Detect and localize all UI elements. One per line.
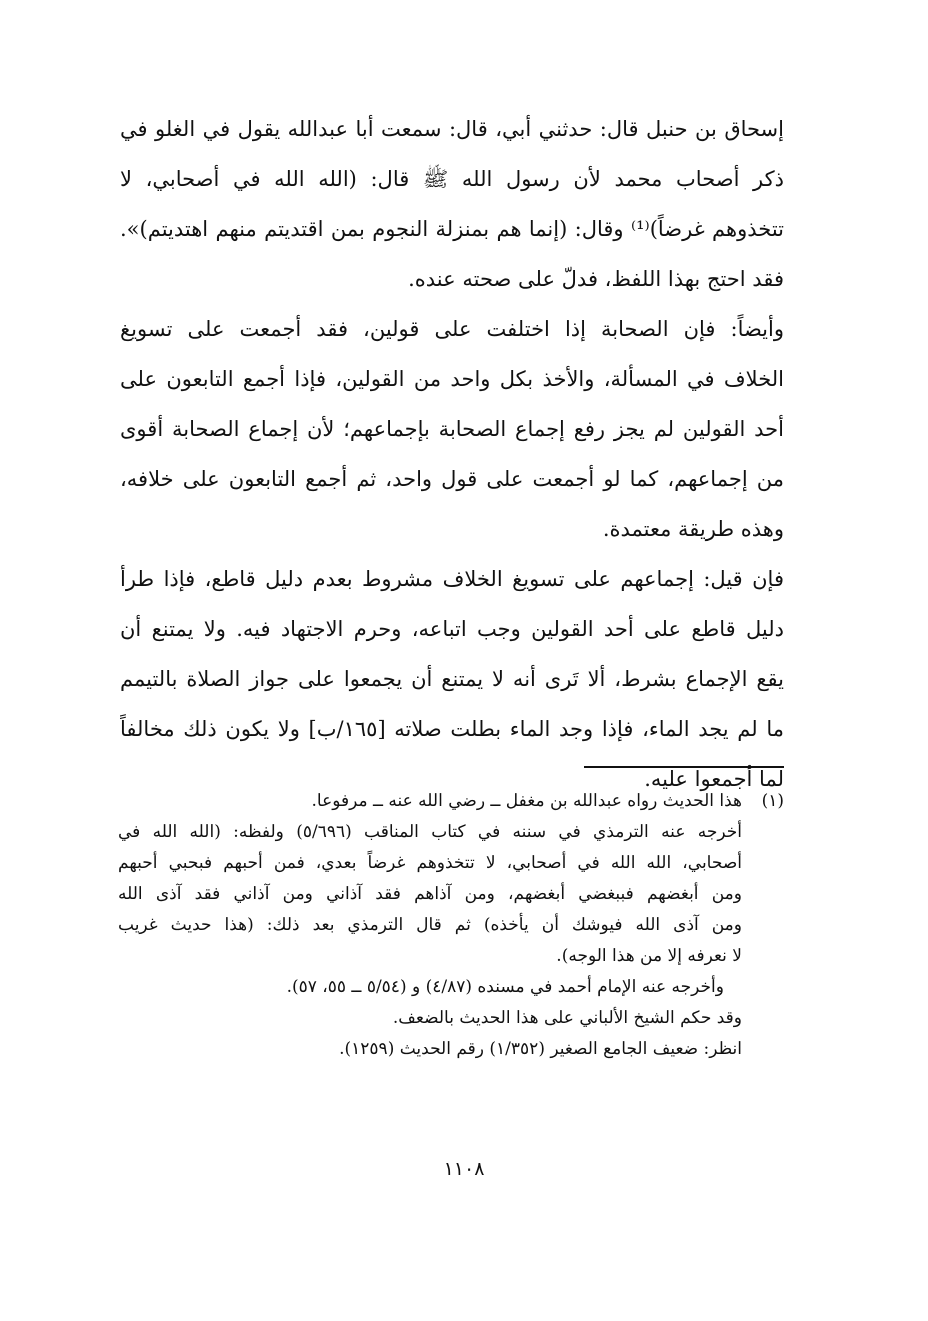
footnote-text: هذا الحديث رواه عبدالله بن مغفل ــ رضي الله عنه ــ مرفوعا. — [311, 791, 742, 811]
text-line: دليل قاطع على أحد القولين وجب اتباعه، وحرم الاجتهاد فيه. ولا يمتنع أن — [120, 617, 784, 641]
text-line: ما لم يجد الماء، فإذا وجد الماء بطلت صلاته [١٦٥/ب] ولا يكون ذلك مخالفاً — [120, 717, 784, 741]
text-line: أحد القولين لم يجز رفع إجماع الصحابة بإجماعهم؛ لأن إجماع الصحابة أقوى — [120, 417, 784, 441]
text-line: إسحاق بن حنبل قال: حدثني أبي، قال: سمعت أبا عبدالله يقول في الغلو في — [120, 117, 784, 141]
text-line: تتخذوهم غرضاً)⁽¹⁾ وقال: (إنما هم بمنزلة النجوم بمن اقتديتم منهم اهتديتم)». — [120, 217, 784, 241]
text-line: فقد احتج بهذا اللفظ، فدلّ على صحته عنده. — [408, 267, 784, 291]
footnotes — [118, 786, 784, 1065]
text-line: وأيضاً: فإن الصحابة إذا اختلفت على قولين، فقد أجمعت على تسويغ — [120, 317, 784, 341]
text-line: وهذه طريقة معتمدة. — [602, 517, 784, 541]
text-line: فإن قيل: إجماعهم على تسويغ الخلاف مشروط بعدم دليل قاطع، فإذا طرأ — [120, 567, 784, 591]
footnote-first-line — [118, 786, 784, 817]
text-line: يقع الإجماع بشرط، ألا تَرى أنه لا يمتنع أن يجمعوا على جواز الصلاة بالتيمم — [120, 667, 784, 691]
footnote-separator — [584, 766, 784, 768]
text-line: من إجماعهم، كما لو أجمعت على قول واحد، ثم أجمع التابعون على خلافه، — [120, 467, 784, 491]
text-line: ذكر أصحاب محمد لأن رسول الله ﷺ قال: (الله الله في أصحابي، لا — [120, 167, 784, 191]
main-text — [120, 104, 784, 804]
footnote-line: أصحابي، الله الله في أصحابي، لا تتخذوهم غرضاً بعدي، فمن أحبهم فبحبي أحبهم — [118, 853, 742, 873]
footnote-line: انظر: ضعيف الجامع الصغير (١/٣٥٢) رقم الحديث (١٢٥٩). — [339, 1039, 742, 1059]
footnote-line: وأخرجه عنه الإمام أحمد في مسنده (٤/٨٧) و (٥/٥٤ ــ ٥٥، ٥٧). — [286, 977, 724, 997]
text-line: لما أجمعوا عليه. — [644, 767, 784, 791]
footnote-line: وقد حكم الشيخ الألباني على هذا الحديث بالضعف. — [392, 1008, 742, 1028]
footnote-line: أخرجه عنه الترمذي في سننه في كتاب المناقب (٥/٦٩٦) ولفظه: (الله الله في — [118, 822, 742, 842]
footnote-line: لا نعرفه إلا من هذا الوجه). — [556, 946, 742, 966]
text-line: الخلاف في المسألة، والأخذ بكل واحد من القولين، فإذا أجمع التابعون على — [120, 367, 784, 391]
footnote-line: ومن آذى الله فيوشك أن يأخذه) ثم قال الترمذي بعد ذلك: (هذا حديث غريب — [118, 915, 742, 935]
footnote-line: ومن أبغضهم فببغضي أبغضهم، ومن آذاهم فقد آذاني ومن آذاني فقد آذى الله — [118, 884, 742, 904]
footnote-number: (١) — [761, 791, 784, 811]
page-number: ١١٠٨ — [443, 1158, 485, 1180]
